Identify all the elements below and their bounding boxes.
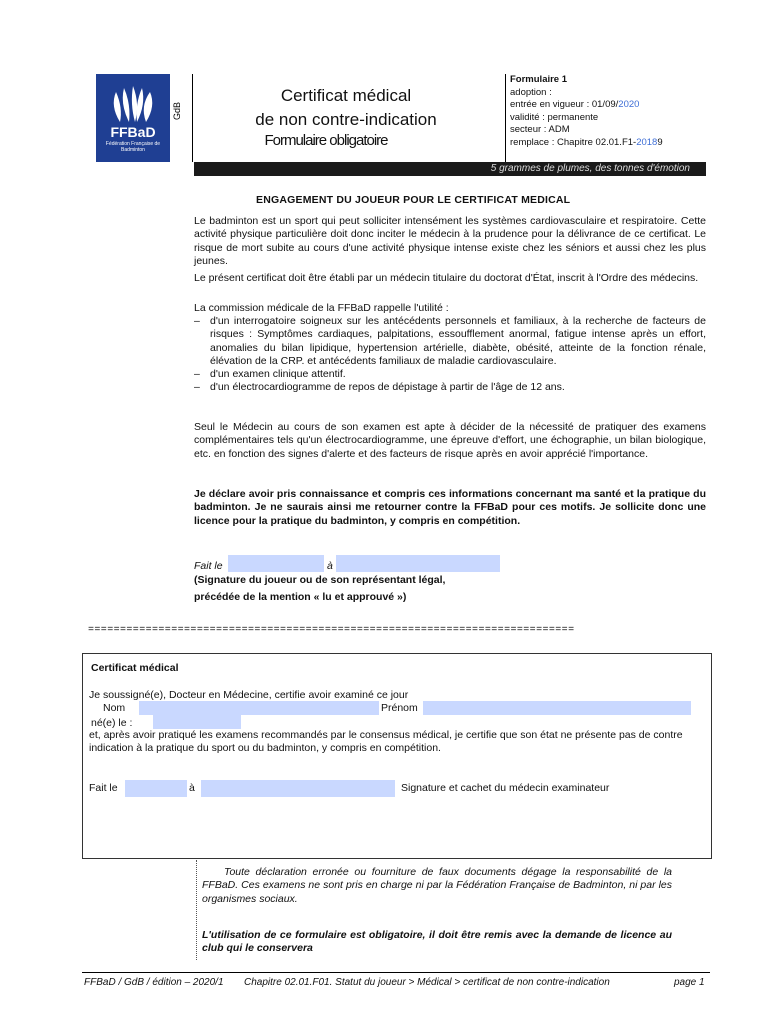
cert-a-label: à [189, 782, 195, 794]
footer-page: page 1 [674, 977, 705, 988]
title-line3: Formulaire obligatoire [264, 132, 388, 149]
tagline: 5 grammes de plumes, des tonnes d'émotion [490, 163, 690, 174]
doctor-paragraph: Seul le Médecin au cours de son examen est apte à décider de la nécessité de pratiquer des examens complémentaires tels qu'un électrocardiogramme, une épreuve d'effort, une échographie, un bilan biologique, etc. en fonction des signes d'alerte et des facteurs de risque après en avoir apprécié l'importance. [194, 421, 706, 460]
footer-chapter: Chapitre 02.01.F01. Statut du joueur > Médical > certificat de non contre-indication [244, 977, 610, 988]
form-name: Formulaire 1 [510, 74, 568, 85]
nom-label: Nom [103, 702, 126, 714]
cert-place-field[interactable] [201, 780, 395, 797]
list-item: – d'un électrocardiogramme de repos de dépistage à partir de l'âge de 12 ans. [194, 381, 565, 394]
cert-fait-le-label: Fait le [89, 782, 118, 794]
logo-subtext: Fédération Française de Badminton [105, 141, 161, 153]
note-margin-line [196, 860, 197, 960]
certificate-statement: et, après avoir pratiqué les examens recommandés par le consensus médical, je certifie que son état ne présente pas de contre indication à la pratique du sport ou du badminton, y compris en compétition. [89, 729, 683, 755]
list-item: – d'un interrogatoire soigneux sur les antécédents personnels et familiaux, à la recherche de facteurs de risques : Symptômes cardiaques, palpitations, essoufflement anormal, fatigue intense après un effort, anomalies du bilan lipidique, hypertension artérielle, diabète, obésité, atteinte de la fonction rénale, élévation de la CRP. et antécédents familiaux de maladie cardiovasculaire. [194, 315, 706, 367]
form-validite: validité : permanente [510, 111, 599, 123]
disclaimer-note: Toute déclaration erronée ou fourniture de faux documents dégage la responsabilité de la FFBaD. Ces examens ne sont pris en charge ni par la Fédération Française de Badminton, ni par les organismes sociaux. [202, 866, 672, 905]
footer-edition: FFBaD / GdB / édition – 2020/1 [84, 977, 224, 988]
cert-date-field[interactable] [125, 780, 187, 797]
tagline-bar [194, 162, 706, 176]
separator-line: ============================================================================ [88, 625, 575, 636]
certificate-title: Certificat médical [91, 662, 179, 674]
ne-le-label: né(e) le : [91, 717, 133, 729]
doctor-signature-label: Signature et cachet du médecin examinateur [401, 782, 610, 794]
certificate-requirement: Le présent certificat doit être établi par un médecin titulaire du doctorat d'État, inscrit à l'Ordre des médecins. [194, 272, 699, 284]
form-adoption: adoption : [510, 86, 552, 98]
player-declaration: Je déclare avoir pris connaissance et compris ces informations concernant ma santé et la pratique du badminton. Je ne saurais ainsi me retourner contre la FFBaD pour ces motifs. Je sollicite donc une licence pour la pratique du badminton, y compris en compétition. [194, 488, 706, 527]
a-label: à [327, 560, 333, 572]
medical-certificate-box [82, 653, 712, 859]
birthdate-field[interactable] [153, 715, 241, 729]
form-info-box [505, 74, 706, 162]
form-entree: entrée en vigueur : 01/09/2020 [510, 99, 640, 110]
form-remplace: remplace : Chapitre 02.01.F1-20189 [510, 136, 663, 148]
nom-field[interactable] [139, 701, 379, 715]
player-date-field[interactable] [228, 555, 324, 572]
title-line1: Certificat médical [280, 86, 412, 105]
gdb-label: GdB [172, 101, 182, 120]
signature-instruction-1: (Signature du joueur ou de son représentant légal, [194, 574, 446, 586]
recommendations-list [194, 315, 706, 395]
form-secteur: secteur : ADM [510, 124, 570, 135]
ffbad-logo [96, 74, 170, 162]
prenom-field[interactable] [423, 701, 691, 715]
player-place-field[interactable] [336, 555, 500, 572]
footer-rule [82, 972, 710, 973]
prenom-label: Prénom [381, 702, 418, 714]
signature-instruction-2: précédée de la mention « lu et approuvé ») [194, 591, 407, 603]
gdb-strip [170, 74, 193, 162]
list-item: – d'un examen clinique attentif. [194, 368, 346, 381]
certificate-intro: Je soussigné(e), Docteur en Médecine, certifie avoir examiné ce jour [89, 689, 409, 701]
logo-text: FFBaD [110, 124, 156, 140]
section-title: ENGAGEMENT DU JOUEUR POUR LE CERTIFICAT MEDICAL [256, 194, 571, 206]
title-line2: de non contre-indication [255, 110, 437, 129]
fait-le-label: Fait le [194, 560, 223, 572]
commission-paragraph: La commission médicale de la FFBaD rappelle l'utilité : [194, 302, 449, 314]
mandatory-form-note: L'utilisation de ce formulaire est obligatoire, il doit être remis avec la demande de licence au club qui le conservera [202, 929, 672, 955]
intro-paragraph: Le badminton est un sport qui peut solliciter intensément les systèmes cardiovasculaire et respiratoire. Cette activité physique particulière doit donc inciter le médecin à la prudence pour la délivrance de ce certificat. Le risque de mort subite au cours d'une activité physique intense existe chez les séniors et aussi chez les plus jeunes. [194, 215, 706, 267]
